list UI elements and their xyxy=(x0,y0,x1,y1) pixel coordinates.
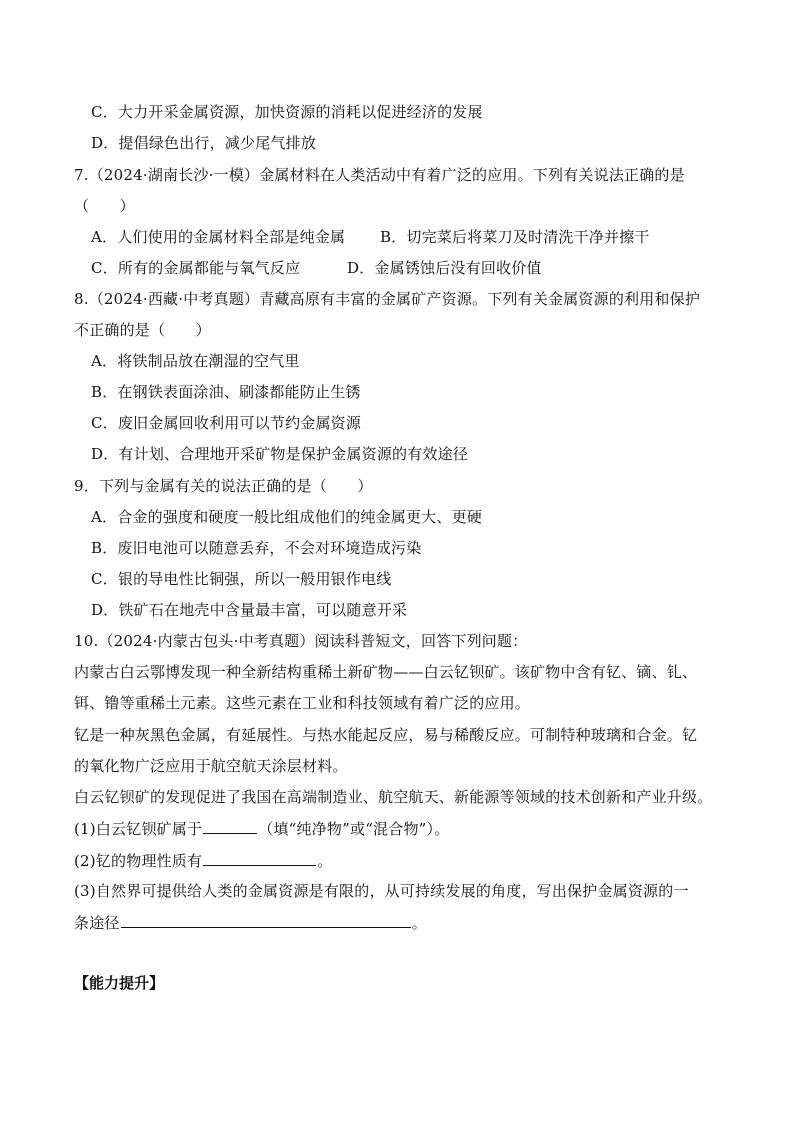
sub1-suffix: （填“纯净物”或“混合物”）。 xyxy=(258,820,450,838)
q10-sub3: (3)自然界可提供给人类的金属资源是有限的，从可持续发展的角度，写出保护金属资源的一 xyxy=(74,882,689,900)
q7-stem: 7.（2024·湖南长沙·一模）金属材料在人类活动中有着广泛的应用。下列有关说法正确的是 xyxy=(74,166,685,184)
q7-option-c: C．所有的金属都能与氧气反应 xyxy=(91,259,301,277)
q8-option-b: B．在钢铁表面涂油、刷漆都能防止生锈 xyxy=(91,383,361,401)
passage-line: 的氧化物广泛应用于航空航天涂层材料。 xyxy=(74,757,348,775)
passage-line: 铒、镥等重稀土元素。这些元素在工业和科技领域有着广泛的应用。 xyxy=(74,694,531,712)
sub2-suffix: 。 xyxy=(317,852,333,870)
q6-option-c: C．大力开采金属资源，加快资源的消耗以促进经济的发展 xyxy=(91,103,483,121)
q8-stem: 8.（2024·西藏·中考真题）青藏高原有丰富的金属矿产资源。下列有关金属资源的利用和保护 xyxy=(74,290,701,308)
passage-line: 白云钇钡矿的发现促进了我国在高端制造业、航空航天、新能源等领域的技术创新和产业升级。 xyxy=(74,788,713,806)
answer-blank-1[interactable] xyxy=(203,818,257,834)
sub1-prefix: (1)白云钇钡矿属于 xyxy=(74,820,203,838)
q10-sub3-cont xyxy=(74,912,427,933)
q8-option-a: A．将铁制品放在潮湿的空气里 xyxy=(91,352,300,370)
q7-option-d: D．金属锈蚀后没有回收价值 xyxy=(347,259,542,277)
passage-line: 钇是一种灰黑色金属，有延展性。与热水能起反应，易与稀酸反应。可制特种玻璃和合金。钇 xyxy=(74,726,698,744)
sub3-prefix: 条途径 xyxy=(74,914,120,932)
q10-sub1 xyxy=(74,818,449,839)
answer-blank-2[interactable] xyxy=(203,850,316,866)
q8-option-c: C．废旧金属回收利用可以节约金属资源 xyxy=(91,414,362,432)
q9-option-d: D．铁矿石在地壳中含量最丰富，可以随意开采 xyxy=(91,601,408,619)
q9-option-c: C．银的导电性比铜强，所以一般用银作电线 xyxy=(91,570,392,588)
sub3-suffix: 。 xyxy=(411,914,427,932)
q9-option-b: B．废旧电池可以随意丢弃，不会对环境造成污染 xyxy=(91,539,422,557)
q10-stem: 10.（2024·内蒙古包头·中考真题）阅读科普短文，回答下列问题： xyxy=(74,632,528,650)
q9-stem: 9．下列与金属有关的说法正确的是（ ） xyxy=(74,477,373,495)
sub2-prefix: (2)钇的物理性质有 xyxy=(74,852,203,870)
q10-sub2 xyxy=(74,850,332,871)
answer-blank-3[interactable] xyxy=(121,912,411,928)
q6-option-d: D．提倡绿色出行，减少尾气排放 xyxy=(91,134,317,152)
q8-stem-cont: 不正确的是（ ） xyxy=(74,321,211,339)
q7-option-b: B．切完菜后将菜刀及时清洗干净并擦干 xyxy=(380,228,650,246)
passage-line: 内蒙古白云鄂博发现一种全新结构重稀土新矿物——白云钇钡矿。该矿物中含有钇、镝、钆、 xyxy=(74,663,698,681)
section-heading: 【能力提升】 xyxy=(74,974,165,992)
q7-option-a: A．人们使用的金属材料全部是纯金属 xyxy=(91,228,346,246)
q7-answer-paren: （ ） xyxy=(74,197,135,215)
q9-option-a: A．合金的强度和硬度一般比组成他们的纯金属更大、更硬 xyxy=(91,508,483,526)
q8-option-d: D．有计划、合理地开采矿物是保护金属资源的有效途径 xyxy=(91,445,469,463)
